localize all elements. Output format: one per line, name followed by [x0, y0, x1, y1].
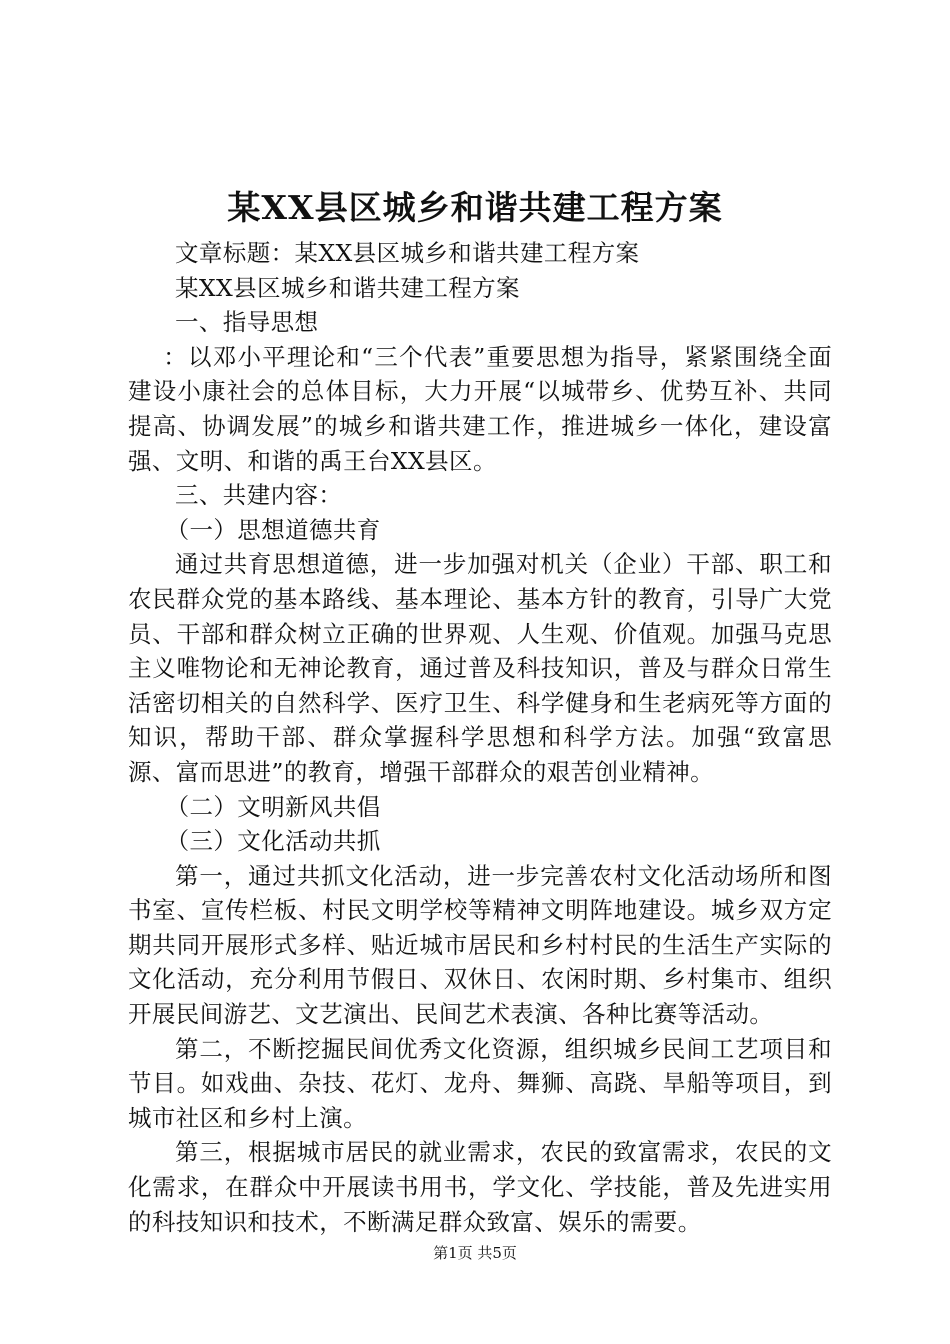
subsection-heading-moral-education: （一）思想道德共育	[165, 515, 381, 544]
document-body	[128, 236, 832, 1239]
paragraph-moral-education: 通过共育思想道德，进一步加强对机关（企业）干部、职工和农民群众党的基本路线、基本理论、基本方针的教育，引导广大党员、干部和群众树立正确的世界观、人生观、价值观。加强马克思主义唯物论和无神论教育，通过普及科技知识，普及与群众日常生活密切相关的自然科学、医疗卫生、科学健身和生老病死等方面的知识，帮助干部、群众掌握科学思想和科学方法。加强“致富思源、富而思进”的教育，增强干部群众的艰苦创业精神。	[128, 550, 832, 786]
paragraph-first-point: 第一，通过共抓文化活动，进一步完善农村文化活动场所和图书室、宣传栏板、村民文明学校等精神文明阵地建设。城乡双方定期共同开展形式多样、贴近城市居民和乡村村民的生活生产实际的文化活动，充分利用节假日、双休日、农闲时期、乡村集市、组织开展民间游艺、文艺演出、民间艺术表演、各种比赛等活动。	[128, 861, 832, 1029]
paragraph-second-point: 第二，不断挖掘民间优秀文化资源，组织城乡民间工艺项目和节目。如戏曲、杂技、花灯、龙舟、舞狮、高跷、旱船等项目，到城市社区和乡村上演。	[128, 1034, 832, 1132]
section-heading-guiding-ideology: 一、指导思想	[175, 308, 319, 337]
paragraph-subtitle: 某XX县区城乡和谐共建工程方案	[175, 273, 520, 302]
paragraph-guiding-ideology: ：以邓小平理论和“三个代表”重要思想为指导，紧紧围绕全面建设小康社会的总体目标，大力开展“以城带乡、优势互补、共同提高、协调发展”的城乡和谐共建工作，推进城乡一体化，建设富强、文明、和谐的禹王台XX县区。	[128, 342, 832, 475]
document-title: 某XX县区城乡和谐共建工程方案	[227, 188, 723, 227]
subsection-heading-cultural-activities: （三）文化活动共抓	[165, 827, 381, 856]
subsection-heading-civilized-customs: （二）文明新风共倡	[165, 792, 381, 821]
paragraph-third-point: 第三，根据城市居民的就业需求，农民的致富需求，农民的文化需求，在群众中开展读书用书，学文化、学技能，普及先进实用的科技知识和技术，不断满足群众致富、娱乐的需要。	[128, 1138, 832, 1236]
section-heading-contents: 三、共建内容：	[175, 481, 343, 510]
page-footer: 第1页 共5页	[433, 1244, 517, 1262]
paragraph-article-heading: 文章标题：某XX县区城乡和谐共建工程方案	[175, 239, 640, 267]
